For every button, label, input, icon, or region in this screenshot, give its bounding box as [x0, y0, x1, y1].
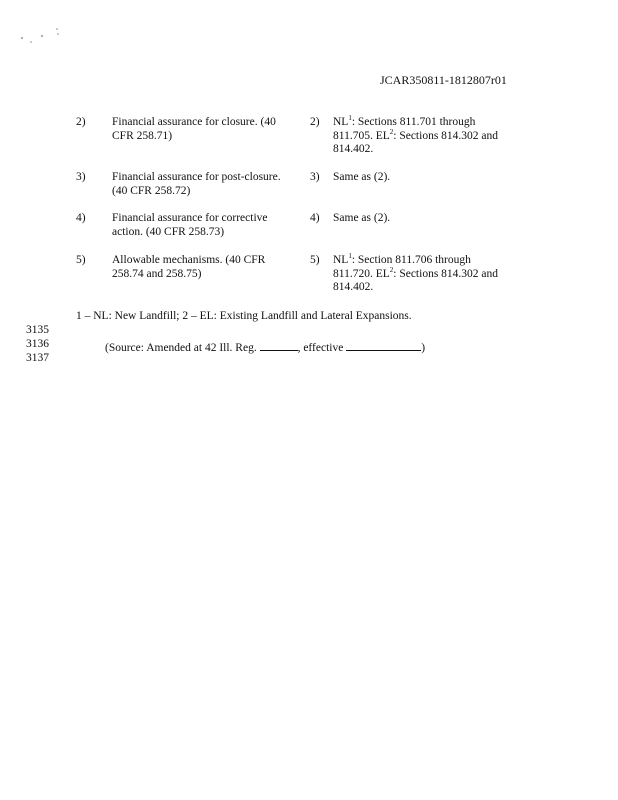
row-number-left: 5) — [76, 254, 86, 266]
requirement-text: Allowable mechanisms. (40 CFR 258.74 and 258.75) — [112, 254, 266, 280]
table-footnote: 1 – NL: New Landfill; 2 – EL: Existing Landfill and Lateral Expansions. — [76, 310, 412, 322]
row-number-left: 2) — [76, 116, 86, 128]
row-number-right: 5) — [310, 254, 320, 266]
line-number: 3137 — [26, 352, 49, 364]
section-reference: Same as (2). — [333, 212, 391, 224]
section-reference: Same as (2). — [333, 171, 391, 183]
requirement-text: Financial assurance for corrective action. (40 CFR 258.73) — [112, 212, 268, 238]
register-page-blank — [260, 339, 298, 351]
section-reference: $NL^1$: Sections 811.701 through 811.705. $EL^2$: Sections 814.302 and 814.402. — [333, 114, 499, 155]
row-number-left: 4) — [76, 212, 86, 224]
source-note: (Source: Amended at 42 Ill. Reg. , effective ) — [105, 339, 425, 356]
effective-date-blank — [346, 339, 421, 351]
requirement-text: Financial assurance for closure. (40 CFR 258.71) — [112, 116, 276, 142]
row-number-right: 3) — [310, 171, 320, 183]
line-number: 3136 — [26, 338, 49, 350]
line-number: 3135 — [26, 324, 49, 336]
row-number-right: 4) — [310, 212, 320, 224]
section-reference: $NL^1$: Section 811.706 through 811.720. $EL^2$: Sections 814.302 and 814.402. — [333, 252, 499, 293]
requirement-text: Financial assurance for post-closure. (40 CFR 258.72) — [112, 171, 281, 197]
row-number-right: 2) — [310, 116, 320, 128]
row-number-left: 3) — [76, 171, 86, 183]
document-id: JCAR350811-1812807r01 — [380, 73, 507, 87]
scan-specks — [18, 24, 68, 46]
